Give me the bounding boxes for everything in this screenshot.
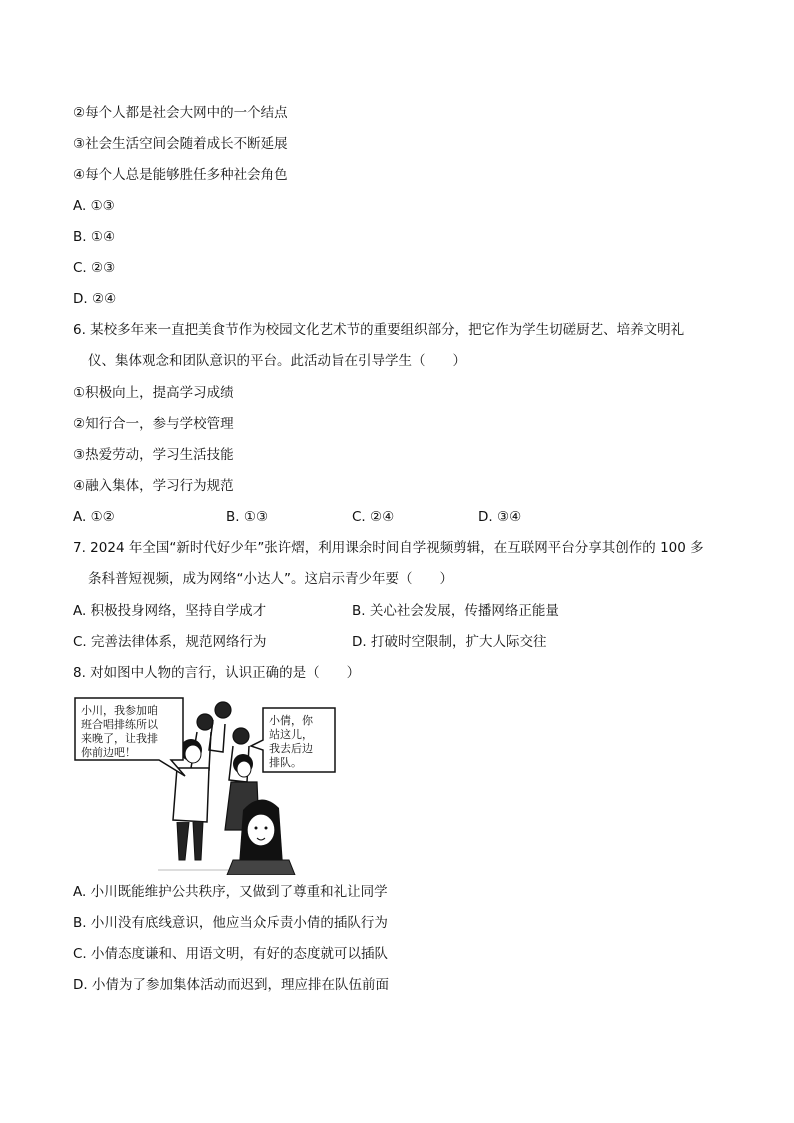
line-item-2: ②每个人都是社会大网中的一个结点 <box>73 105 288 121</box>
q6-option-d: D. ③④ <box>478 509 522 525</box>
q8-option-d: D. 小倩为了参加集体活动而迟到，理应排在队伍前面 <box>73 977 389 993</box>
q6-statement-4: ④融入集体，学习行为规范 <box>73 478 234 494</box>
bubble-right-line3: 我去后边 <box>269 742 313 755</box>
line-item-3: ③社会生活空间会随着成长不断延展 <box>73 136 288 152</box>
q8-stem: 8. 对如图中人物的言行，认识正确的是（ ） <box>73 665 361 681</box>
q8-option-a: A. 小川既能维护公共秩序，又做到了尊重和礼让同学 <box>73 884 388 900</box>
bubble-left-line2: 班合唱排练所以 <box>81 718 158 731</box>
q7-option-b: B. 关心社会发展，传播网络正能量 <box>352 603 559 619</box>
q6-statement-2: ②知行合一，参与学校管理 <box>73 416 234 432</box>
q6-option-c: C. ②④ <box>352 509 395 525</box>
q5-option-b: B. ①④ <box>73 229 116 245</box>
bubble-left-line4: 你前边吧！ <box>81 746 136 759</box>
q8-option-c: C. 小倩态度谦和、用语文明，有好的态度就可以插队 <box>73 946 389 962</box>
q8-option-b: B. 小川没有底线意识，他应当众斥责小倩的插队行为 <box>73 915 388 931</box>
line-item-4: ④每个人总是能够胜任多种社会角色 <box>73 167 288 183</box>
q7-option-a: A. 积极投身网络，坚持自学成才 <box>73 603 267 619</box>
bubble-left-line3: 来晚了，让我排 <box>81 732 158 745</box>
q5-option-a: A. ①③ <box>73 198 115 214</box>
q6-stem-line2: 仪、集体观念和团队意识的平台。此活动旨在引导学生（ ） <box>88 353 466 369</box>
q7-option-d: D. 打破时空限制，扩大人际交往 <box>352 634 547 650</box>
q6-statement-1: ①积极向上，提高学习成绩 <box>73 385 234 401</box>
bubble-right-line1: 小倩，你 <box>269 714 313 727</box>
q6-option-a: A. ①② <box>73 509 115 525</box>
q6-stem-line1: 6. 某校多年来一直把美食节作为校园文化艺术节的重要组织部分，把它作为学生切磋厨艺、培养文明礼 <box>73 322 685 338</box>
queue-cartoon <box>73 690 338 875</box>
queue-illustration <box>73 690 338 875</box>
q6-statement-3: ③热爱劳动，学习生活技能 <box>73 447 234 463</box>
bubble-right-line2: 站这儿， <box>269 728 313 741</box>
q7-stem-line1: 7. 2024 年全国“新时代好少年”张许熠，利用课余时间自学视频剪辑，在互联网平台分享其创作的 100 多 <box>73 540 704 556</box>
q7-option-c: C. 完善法律体系，规范网络行为 <box>73 634 267 650</box>
q5-option-d: D. ②④ <box>73 291 117 307</box>
q5-option-c: C. ②③ <box>73 260 116 276</box>
bubble-right-line4: 排队。 <box>269 756 302 769</box>
q6-option-b: B. ①③ <box>226 509 269 525</box>
q7-stem-line2: 条科普短视频，成为网络“小达人”。这启示青少年要（ ） <box>88 571 453 587</box>
bubble-left-line1: 小川，我参加咱 <box>81 704 158 717</box>
